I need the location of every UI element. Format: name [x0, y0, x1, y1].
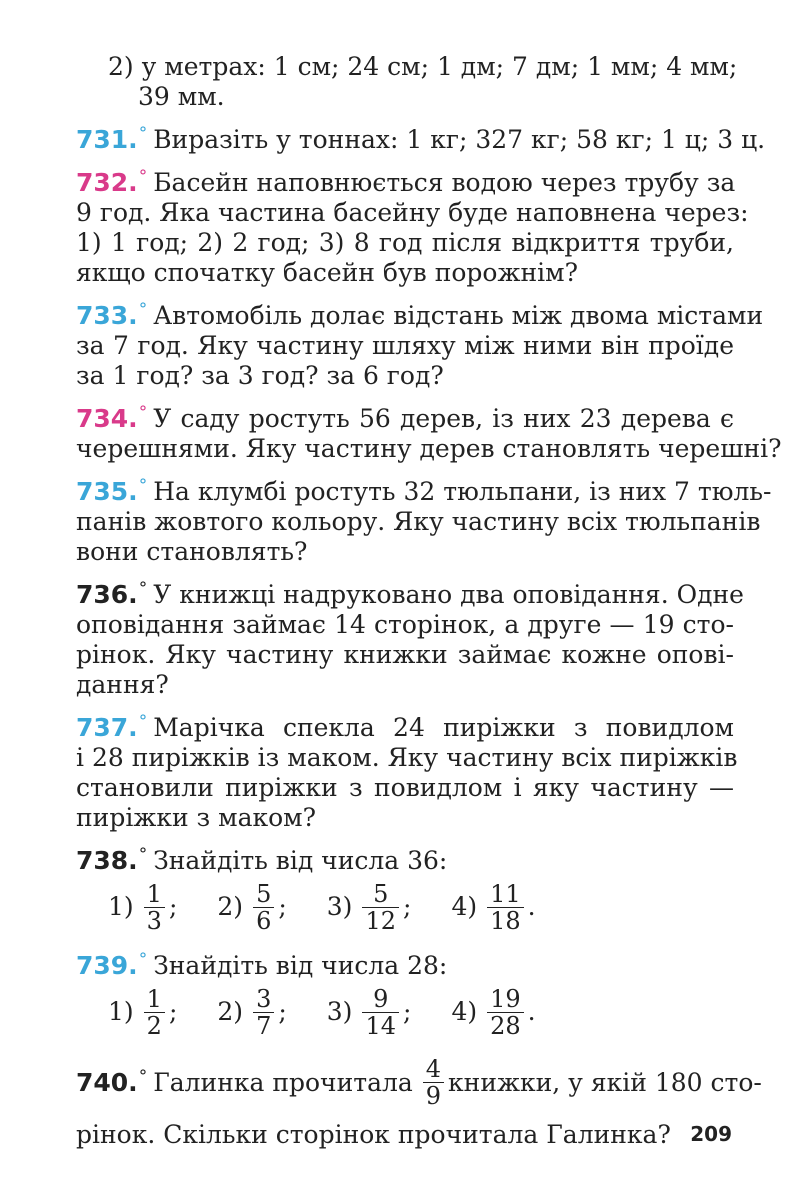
- task-number: 732.: [76, 168, 138, 197]
- task-733: [76, 295, 764, 391]
- fraction: $\frac{3}{7}$: [253, 986, 274, 1039]
- task-735: [76, 471, 772, 567]
- fraction: $\frac{1}{2}$: [144, 986, 165, 1039]
- task-731: [76, 119, 766, 155]
- degree-mark: °: [138, 845, 148, 865]
- task-737: [76, 707, 738, 833]
- fraction-list: [76, 876, 734, 938]
- task-text: книжки, у якій 180 сто-: [448, 1067, 762, 1097]
- fraction: $\frac{9}{14}$: [362, 986, 399, 1039]
- task-text: 9 год. Яка частина басейну буде наповнена через:: [76, 198, 749, 227]
- intro-line-2: 39 мм.: [138, 82, 225, 111]
- task-text: вони становлять?: [76, 537, 308, 566]
- fraction-list: [76, 981, 734, 1043]
- degree-mark: °: [138, 300, 148, 320]
- intro-continuation: [76, 52, 738, 112]
- fraction-item: 2) $\frac{3}{7}$ ;: [217, 984, 287, 1040]
- page-number: 209: [690, 1122, 732, 1146]
- task-text: за 7 год. Яку частину шляху між ними він проїде: [76, 331, 734, 360]
- task-text: якщо спочатку басейн був порожнім?: [76, 258, 578, 287]
- task-number: 735.: [76, 477, 138, 506]
- task-text: Галинка прочитала: [153, 1068, 413, 1097]
- fraction-item: 3) $\frac{5}{12}$ ;: [326, 879, 412, 935]
- task-text: Басейн наповнюється водою через трубу за: [153, 168, 736, 197]
- task-text: панів жовтого кольору. Яку частину всіх тюльпанів: [76, 507, 761, 536]
- task-text: Автомобіль долає відстань між двома містами: [153, 301, 764, 330]
- fraction-item: 3) $\frac{9}{14}$ ;: [326, 984, 412, 1040]
- task-number: 733.: [76, 301, 138, 330]
- degree-mark: °: [138, 579, 148, 599]
- fraction-item: 1) $\frac{1}{2}$ ;: [108, 984, 178, 1040]
- fraction-item: 2) $\frac{5}{6}$ ;: [217, 879, 287, 935]
- fraction: $\frac{19}{28}$: [487, 986, 524, 1039]
- task-text: На клумбі ростуть 32 тюльпани, із них 7 тюль-: [153, 477, 772, 506]
- task-text: У книжці надруковано два оповідання. Одне: [153, 580, 744, 609]
- task-736: [76, 574, 744, 700]
- fraction-item: 4) $\frac{11}{18}$ .: [451, 879, 536, 935]
- degree-mark: °: [138, 124, 148, 144]
- task-738: [76, 840, 734, 938]
- task-text: Марічка спекла 24 пиріжки з повидлом: [153, 713, 734, 742]
- degree-mark: °: [138, 167, 148, 187]
- task-text: дання?: [76, 670, 169, 699]
- degree-mark: °: [138, 403, 148, 423]
- degree-mark: °: [138, 712, 148, 732]
- task-number: 731.: [76, 125, 138, 154]
- degree-mark: °: [138, 1067, 148, 1087]
- intro-line-1: 2) у метрах: 1 см; 24 см; 1 дм; 7 дм; 1 мм; 4 мм;: [108, 52, 738, 81]
- task-text: У саду ростуть 56 дерев, із них 23 дерева є: [153, 404, 734, 433]
- fraction: $\frac{11}{18}$: [487, 881, 524, 934]
- task-text: 1) 1 год; 2) 2 год; 3) 8 год після відкриття труби,: [76, 228, 734, 257]
- fraction-item: 4) $\frac{19}{28}$ .: [451, 984, 536, 1040]
- task-740: [76, 1050, 762, 1150]
- fraction-item: 1) $\frac{1}{3}$ ;: [108, 879, 178, 935]
- degree-mark: °: [138, 476, 148, 496]
- fraction: $\frac{1}{3}$: [144, 881, 165, 934]
- task-text: рінок. Скільки сторінок прочитала Галинка?: [76, 1120, 671, 1149]
- textbook-page: [76, 52, 782, 1150]
- task-text: становили пиріжки з повидлом і яку частину —: [76, 773, 734, 802]
- task-732: [76, 162, 749, 288]
- task-number: 739.: [76, 951, 138, 980]
- task-text: рінок. Яку частину книжки займає кожне опові-: [76, 640, 734, 669]
- task-739: [76, 945, 734, 1043]
- task-number: 738.: [76, 846, 138, 875]
- task-text: і 28 пиріжків із маком. Яку частину всіх пиріжків: [76, 743, 738, 772]
- task-number: 734.: [76, 404, 138, 433]
- task-number: 736.: [76, 580, 138, 609]
- task-text: пиріжки з маком?: [76, 803, 317, 832]
- task-text: оповідання займає 14 сторінок, а друге — 19 сто-: [76, 610, 734, 639]
- task-number: 737.: [76, 713, 138, 742]
- task-734: [76, 398, 782, 464]
- task-text: за 1 год? за 3 год? за 6 год?: [76, 361, 444, 390]
- task-text: черешнями. Яку частину дерев становлять черешні?: [76, 434, 782, 463]
- task-text: Знайдіть від числа 36:: [153, 846, 448, 875]
- fraction: $\frac{4}{9}$: [423, 1056, 444, 1109]
- fraction: $\frac{5}{12}$: [362, 881, 399, 934]
- degree-mark: °: [138, 950, 148, 970]
- task-text: Виразіть у тоннах: 1 кг; 327 кг; 58 кг; 1 ц; 3 ц.: [153, 125, 766, 154]
- task-number: 740.: [76, 1068, 138, 1097]
- task-text: Знайдіть від числа 28:: [153, 951, 448, 980]
- fraction: $\frac{5}{6}$: [253, 881, 274, 934]
